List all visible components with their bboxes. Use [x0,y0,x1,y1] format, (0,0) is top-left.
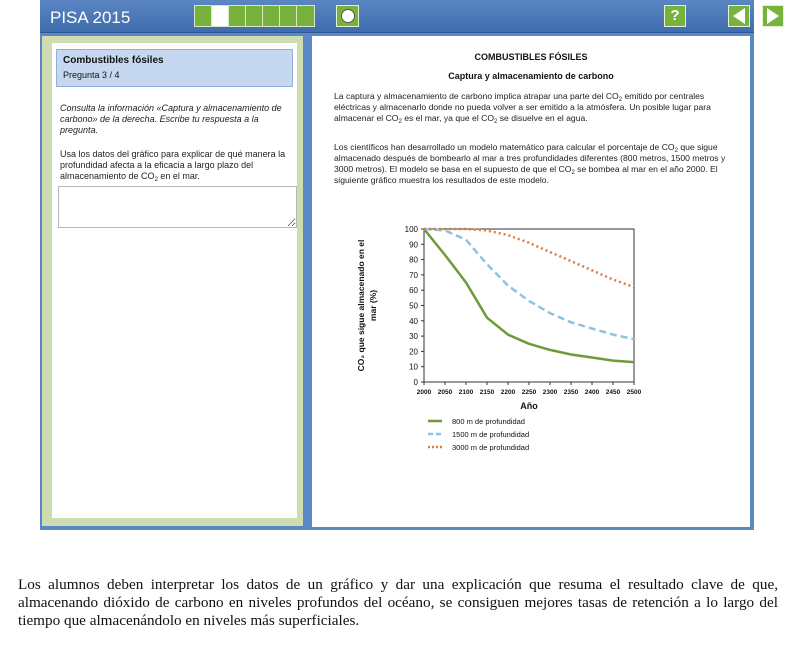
task-subscript: 2 [154,177,158,183]
question-instruction: Consulta la información «Captura y almacenamiento de carbono» de la derecha. Escribe tu respuesta a la pregunta. [60,103,282,135]
stimulus-paragraph-1 [334,91,734,124]
task-text: Usa los datos del gráfico para explicar de qué manera la profundidad afecta a la eficacia a largo plazo del almacenamiento de CO [60,149,286,181]
progress-segment-current [212,6,229,26]
progress-segment [195,6,212,26]
y-tick-label: 70 [409,270,418,280]
co2-storage-chart [310,219,655,459]
progress-segment [297,6,314,26]
y-tick-label: 30 [409,332,418,342]
subscript: 2 [618,97,623,103]
x-axis-label: Año [520,401,538,411]
legend-label: 800 m de profundidad [452,417,525,426]
text-run: que sigue almacenado después de bombearlo al mar a tres profundidades diferentes (800 metros, 1500 metros y 3000 metros). El modelo se basa en el supuesto de que el CO [334,142,726,174]
task-text-end: en el mar. [157,171,200,181]
progress-indicator [194,5,315,27]
top-bar [40,0,754,33]
help-button[interactable]: ? [664,5,686,27]
progress-segment [246,6,263,26]
y-tick-label: 50 [409,301,418,311]
x-tick-label: 2400 [584,389,600,396]
stimulus-subtitle: Captura y almacenamiento de carbono [448,71,614,81]
x-tick-label: 2050 [437,389,453,396]
y-axis-label: mar (%) [368,289,378,322]
x-tick-label: 2250 [521,389,537,396]
text-run: se disuelve en el agua. [497,113,588,123]
question-panel-border [42,36,303,526]
x-tick-label: 2500 [626,389,642,396]
text-run: Los científicos han desarrollado un modelo matemático para calcular el porcentaje de CO [334,142,675,152]
answer-input[interactable] [58,186,297,228]
question-header [56,49,293,87]
stimulus-paragraph-2 [334,142,734,186]
x-tick-label: 2200 [500,389,516,396]
text-run: se bombea al mar en el año 2000. El siguiente gráfico muestra los resultados de este modelo. [334,164,718,185]
y-tick-label: 90 [409,240,418,250]
x-tick-label: 2150 [479,389,495,396]
caption-text: Los alumnos deben interpretar los datos de un gráfico y dar una explicación que resuma el resultado clave de que, almacenando dióxido de carbono en niveles profundos del océano, se consiguen mejores tasas de retención a lo largo del tiempo que almacenándolo en niveles más superficiales. [18,576,778,629]
y-axis-label: CO₂ que sigue almacenado en el [356,239,366,372]
x-tick-label: 2000 [416,389,432,396]
y-tick-label: 20 [409,347,418,357]
legend-label: 1500 m de profundidad [452,430,530,439]
clock-icon [341,9,355,23]
question-number: Pregunta 3 / 4 [63,70,120,80]
y-tick-label: 80 [409,255,418,265]
x-tick-label: 2450 [605,389,621,396]
text-run: La captura y almacenamiento de carbono implica atrapar una parte del CO [334,91,619,101]
next-button[interactable] [762,5,784,27]
app-title: PISA 2015 [50,8,131,27]
progress-segment [280,6,297,26]
subscript: 2 [571,170,575,176]
arrow-left-icon [733,8,745,24]
question-panel [52,43,297,518]
x-tick-label: 2350 [563,389,579,396]
previous-button[interactable] [728,5,750,27]
x-tick-label: 2300 [542,389,558,396]
y-tick-label: 100 [404,225,418,234]
progress-segment [263,6,280,26]
legend-label: 3000 m de profundidad [452,443,530,452]
y-tick-label: 10 [409,362,418,372]
subscript: 2 [674,148,678,154]
x-tick-label: 2100 [458,389,474,396]
text-run: emitido por centrales eléctricas y almacenarlo donde no pueda volver a ser emitido a la atmósfera. Un posible lugar para almacenar el CO [334,91,711,123]
subscript: 2 [398,119,402,125]
text-run: es el mar, ya que el CO [401,113,495,123]
y-tick-label: 60 [409,286,418,296]
unit-title: Combustibles fósiles [63,55,164,66]
arrow-right-icon [767,8,779,24]
question-task [60,149,296,182]
y-tick-label: 40 [409,316,418,326]
subscript: 2 [494,119,498,125]
y-tick-label: 0 [413,378,418,387]
timer-button[interactable] [336,5,359,27]
stimulus-title: COMBUSTIBLES FÓSILES [474,52,588,62]
progress-segment [229,6,246,26]
